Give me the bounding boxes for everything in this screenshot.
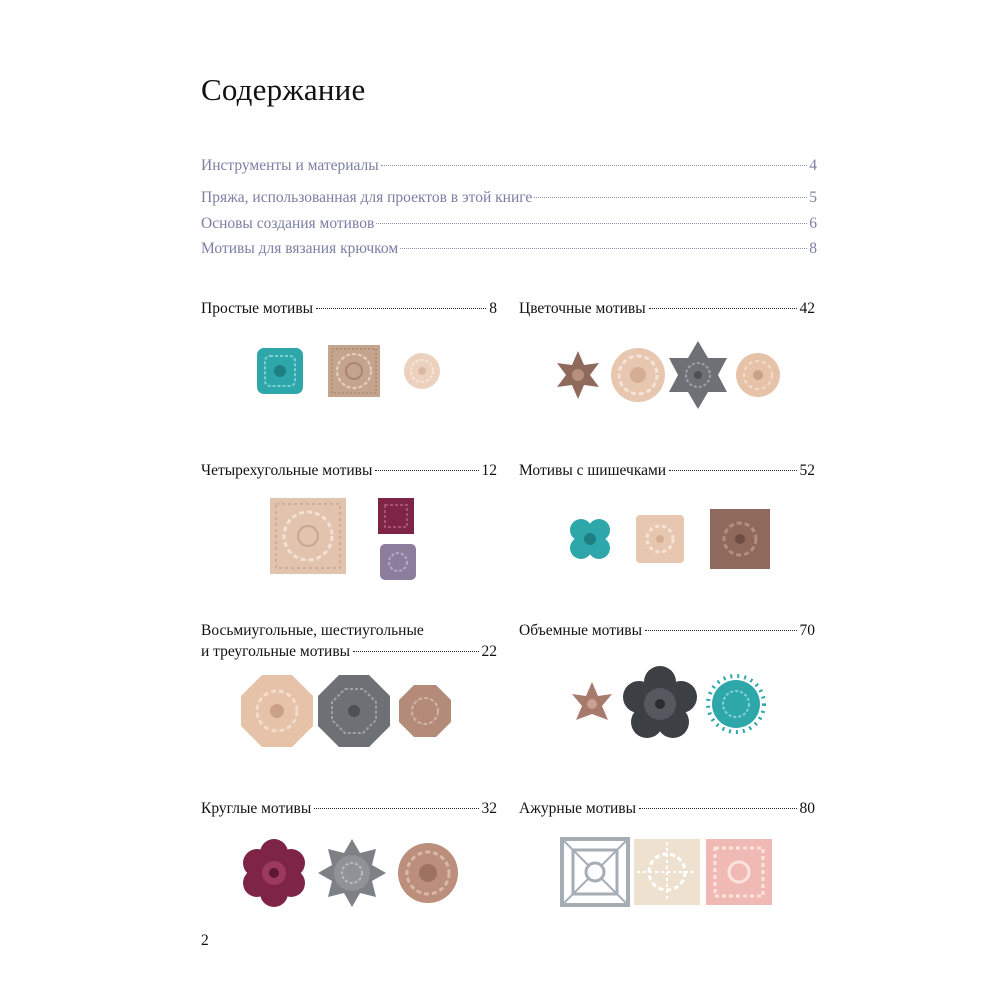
section-page: 80 [799,800,815,817]
section-heading [201,641,497,662]
section-bobble[interactable] [519,460,815,481]
section-page: 12 [481,462,497,479]
section-page: 52 [799,462,815,479]
motif-turquoise-picot-circle [708,676,764,732]
motif-small-brown-star [572,682,612,720]
section-label: Объемные мотивы [519,622,643,639]
motifs-square [268,492,428,582]
motif-small-peach-flower [736,353,780,397]
motif-gray-octagon [318,675,390,747]
motifs-polygon [240,672,460,750]
toc-entry-page: 5 [809,189,817,206]
section-label: Круглые мотивы [201,800,312,817]
section-label: Четырехугольные мотивы [201,462,373,479]
motif-peach-octagon [241,675,313,747]
section-page: 8 [489,300,497,317]
section-heading [201,798,497,819]
toc-leader [534,197,807,198]
motifs-lace [560,836,774,908]
section-volume[interactable] [519,620,815,641]
section-page: 42 [799,300,815,317]
section-heading [519,298,815,319]
toc-leader [376,223,807,224]
motif-lightgray-lace-square [562,839,628,905]
section-page: 70 [799,622,815,639]
motif-burgundy-flower [243,839,305,907]
page-number: 2 [201,932,209,949]
motif-dark-gray-flower [623,666,697,738]
toc-leader [400,248,807,249]
toc-entry-label: Мотивы для вязания крючком [201,240,399,257]
section-label: Цветочные мотивы [519,300,646,317]
motif-brown-bobble-square [710,509,770,569]
toc-leader [353,651,478,652]
motifs-flower [552,338,792,414]
motif-peach-circle [404,353,440,389]
motif-burgundy-square [378,498,414,534]
section-flower[interactable] [519,298,815,319]
page-title: Содержание [201,72,366,107]
motif-peach-bobble-square [636,515,684,563]
toc-entry-page: 4 [809,157,817,174]
section-heading [519,798,815,819]
section-page: 22 [481,643,497,660]
motif-turquoise-flower-square [570,519,610,559]
toc-leader [316,308,486,309]
section-heading [519,460,815,481]
section-round[interactable] [201,798,497,819]
section-square[interactable] [201,460,497,481]
section-lace[interactable] [519,798,815,819]
section-page: 32 [481,800,497,817]
motif-lilac-square [380,544,416,580]
motif-pink-lace-square [706,839,772,905]
motifs-simple [250,338,470,404]
motif-brown-octagon [399,685,451,737]
section-label: Простые мотивы [201,300,314,317]
toc-leader [645,630,796,631]
motif-brown-star [557,351,599,399]
motif-turquoise-square [257,348,303,394]
motifs-round [238,836,466,910]
section-heading [201,298,497,319]
motif-peach-flower [611,348,665,402]
motifs-bobble [566,506,776,572]
toc-entry-page: 6 [809,215,817,232]
toc-leader [381,165,808,166]
toc-entry[interactable] [201,156,817,176]
motif-tan-square [328,345,380,397]
section-label-line2: и треугольные мотивы [201,643,351,660]
toc-entry-label: Основы создания мотивов [201,215,375,232]
toc-leader [639,808,796,809]
motif-gray-picot-circle [318,839,386,907]
section-heading [519,620,815,641]
motif-large-lace-square [270,498,346,574]
section-heading [201,460,497,481]
section-label: Ажурные мотивы [519,800,637,817]
motif-cream-lace-square [634,839,700,905]
toc-leader [314,808,478,809]
motifs-volume [568,664,778,748]
section-simple[interactable] [201,298,497,319]
toc-entry[interactable] [201,239,817,259]
section-label: Восьмиугольные, шестиугольные [201,622,424,639]
section-polygon[interactable] [201,620,497,662]
toc-entry[interactable] [201,214,817,234]
toc-leader [669,470,796,471]
toc-entry-page: 8 [809,240,817,257]
toc-entry[interactable] [201,188,817,208]
section-label: Мотивы с шишечками [519,462,667,479]
toc-leader [375,470,478,471]
toc-entry-label: Инструменты и материалы [201,157,379,174]
motif-brown-circle [398,843,458,903]
toc-leader [649,308,797,309]
motif-gray-star [669,341,727,409]
toc-entry-label: Пряжа, использованная для проектов в этой книге [201,189,533,206]
toc-intro [201,156,817,259]
